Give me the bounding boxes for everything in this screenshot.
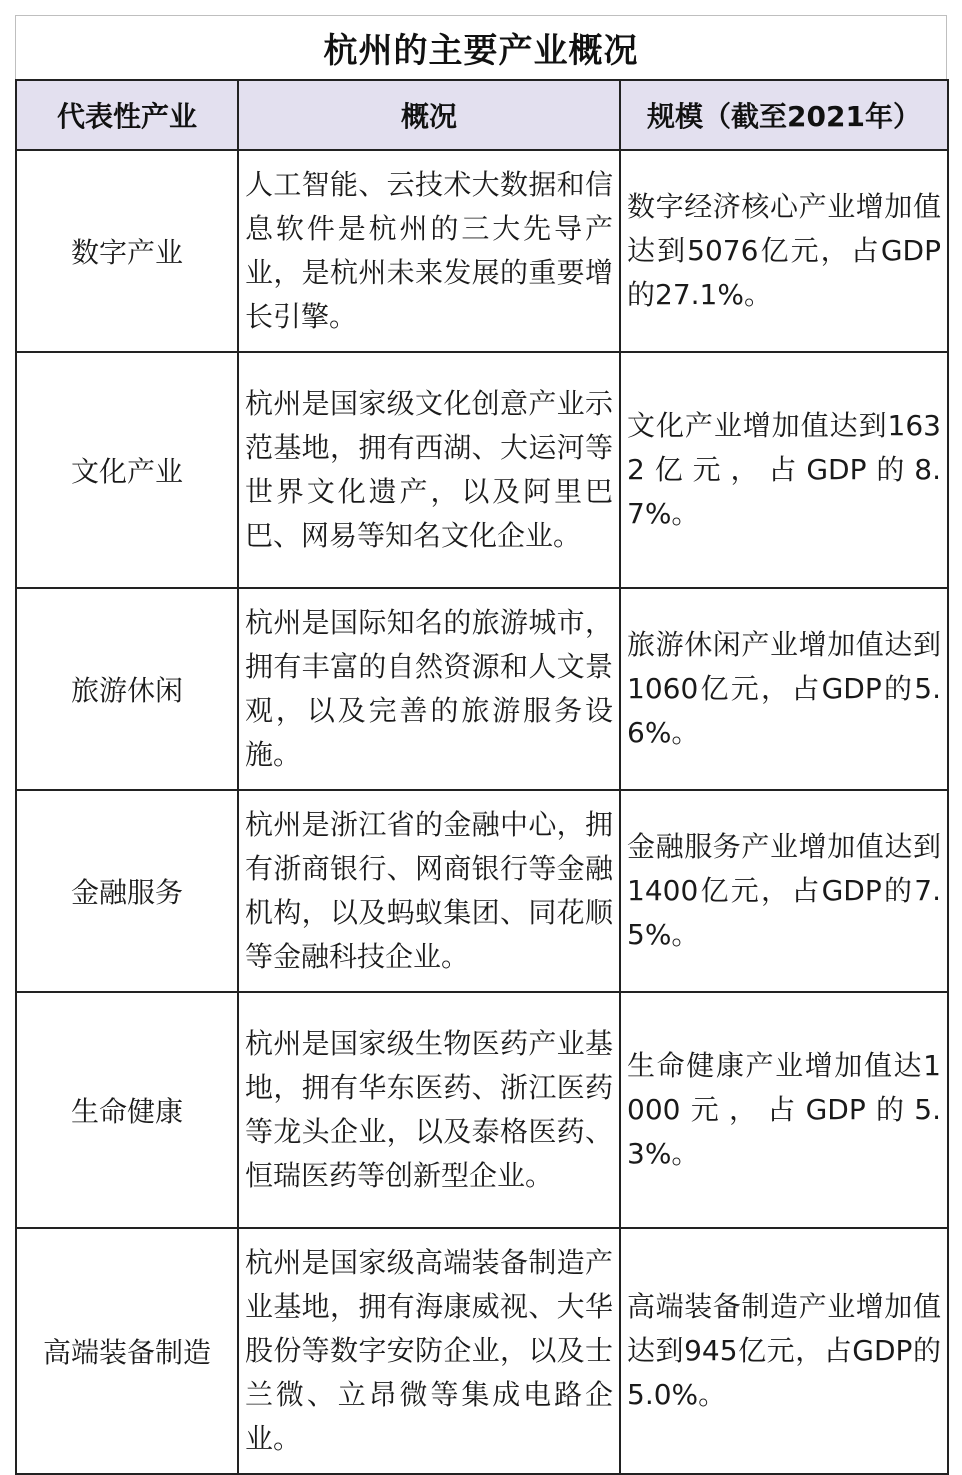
table-row bbox=[16, 992, 948, 1228]
industry-table-container bbox=[15, 15, 947, 1475]
overview-cell: 杭州是国家级文化创意产业示范基地，拥有西湖、大运河等世界文化遗产，以及阿里巴巴、网易等知名文化企业。 bbox=[238, 352, 620, 588]
table-title: 杭州的主要产业概况 bbox=[323, 31, 639, 71]
industry-table bbox=[15, 79, 949, 1475]
industry-cell: 旅游休闲 bbox=[16, 588, 238, 790]
scale-cell: 高端装备制造产业增加值达到945亿元，占GDP的5.0%。 bbox=[620, 1228, 948, 1474]
header-overview: 概况 bbox=[238, 80, 620, 150]
table-row bbox=[16, 1228, 948, 1474]
overview-cell: 人工智能、云技术大数据和信息软件是杭州的三大先导产业，是杭州未来发展的重要增长引擎。 bbox=[238, 150, 620, 352]
overview-cell: 杭州是国际知名的旅游城市，拥有丰富的自然资源和人文景观，以及完善的旅游服务设施。 bbox=[238, 588, 620, 790]
scale-cell: 文化产业增加值达到1632亿元，占GDP的8.7%。 bbox=[620, 352, 948, 588]
table-row bbox=[16, 790, 948, 992]
scale-cell: 数字经济核心产业增加值达到5076亿元，占GDP的27.1%。 bbox=[620, 150, 948, 352]
scale-cell: 生命健康产业增加值达1000元，占GDP的5.3%。 bbox=[620, 992, 948, 1228]
table-row bbox=[16, 352, 948, 588]
scale-cell: 旅游休闲产业增加值达到1060亿元，占GDP的5.6%。 bbox=[620, 588, 948, 790]
industry-cell: 文化产业 bbox=[16, 352, 238, 588]
industry-cell: 高端装备制造 bbox=[16, 1228, 238, 1474]
header-industry: 代表性产业 bbox=[16, 80, 238, 150]
table-row bbox=[16, 150, 948, 352]
overview-cell: 杭州是国家级高端装备制造产业基地，拥有海康威视、大华股份等数字安防企业，以及士兰微、立昂微等集成电路企业。 bbox=[238, 1228, 620, 1474]
overview-cell: 杭州是浙江省的金融中心，拥有浙商银行、网商银行等金融机构，以及蚂蚁集团、同花顺等金融科技企业。 bbox=[238, 790, 620, 992]
header-scale: 规模（截至2021年） bbox=[620, 80, 948, 150]
industry-cell: 生命健康 bbox=[16, 992, 238, 1228]
industry-cell: 金融服务 bbox=[16, 790, 238, 992]
scale-cell: 金融服务产业增加值达到1400亿元，占GDP的7.5%。 bbox=[620, 790, 948, 992]
header-row bbox=[16, 80, 948, 150]
table-title-box bbox=[15, 15, 947, 79]
overview-cell: 杭州是国家级生物医药产业基地，拥有华东医药、浙江医药等龙头企业，以及泰格医药、恒瑞医药等创新型企业。 bbox=[238, 992, 620, 1228]
industry-cell: 数字产业 bbox=[16, 150, 238, 352]
table-row bbox=[16, 588, 948, 790]
